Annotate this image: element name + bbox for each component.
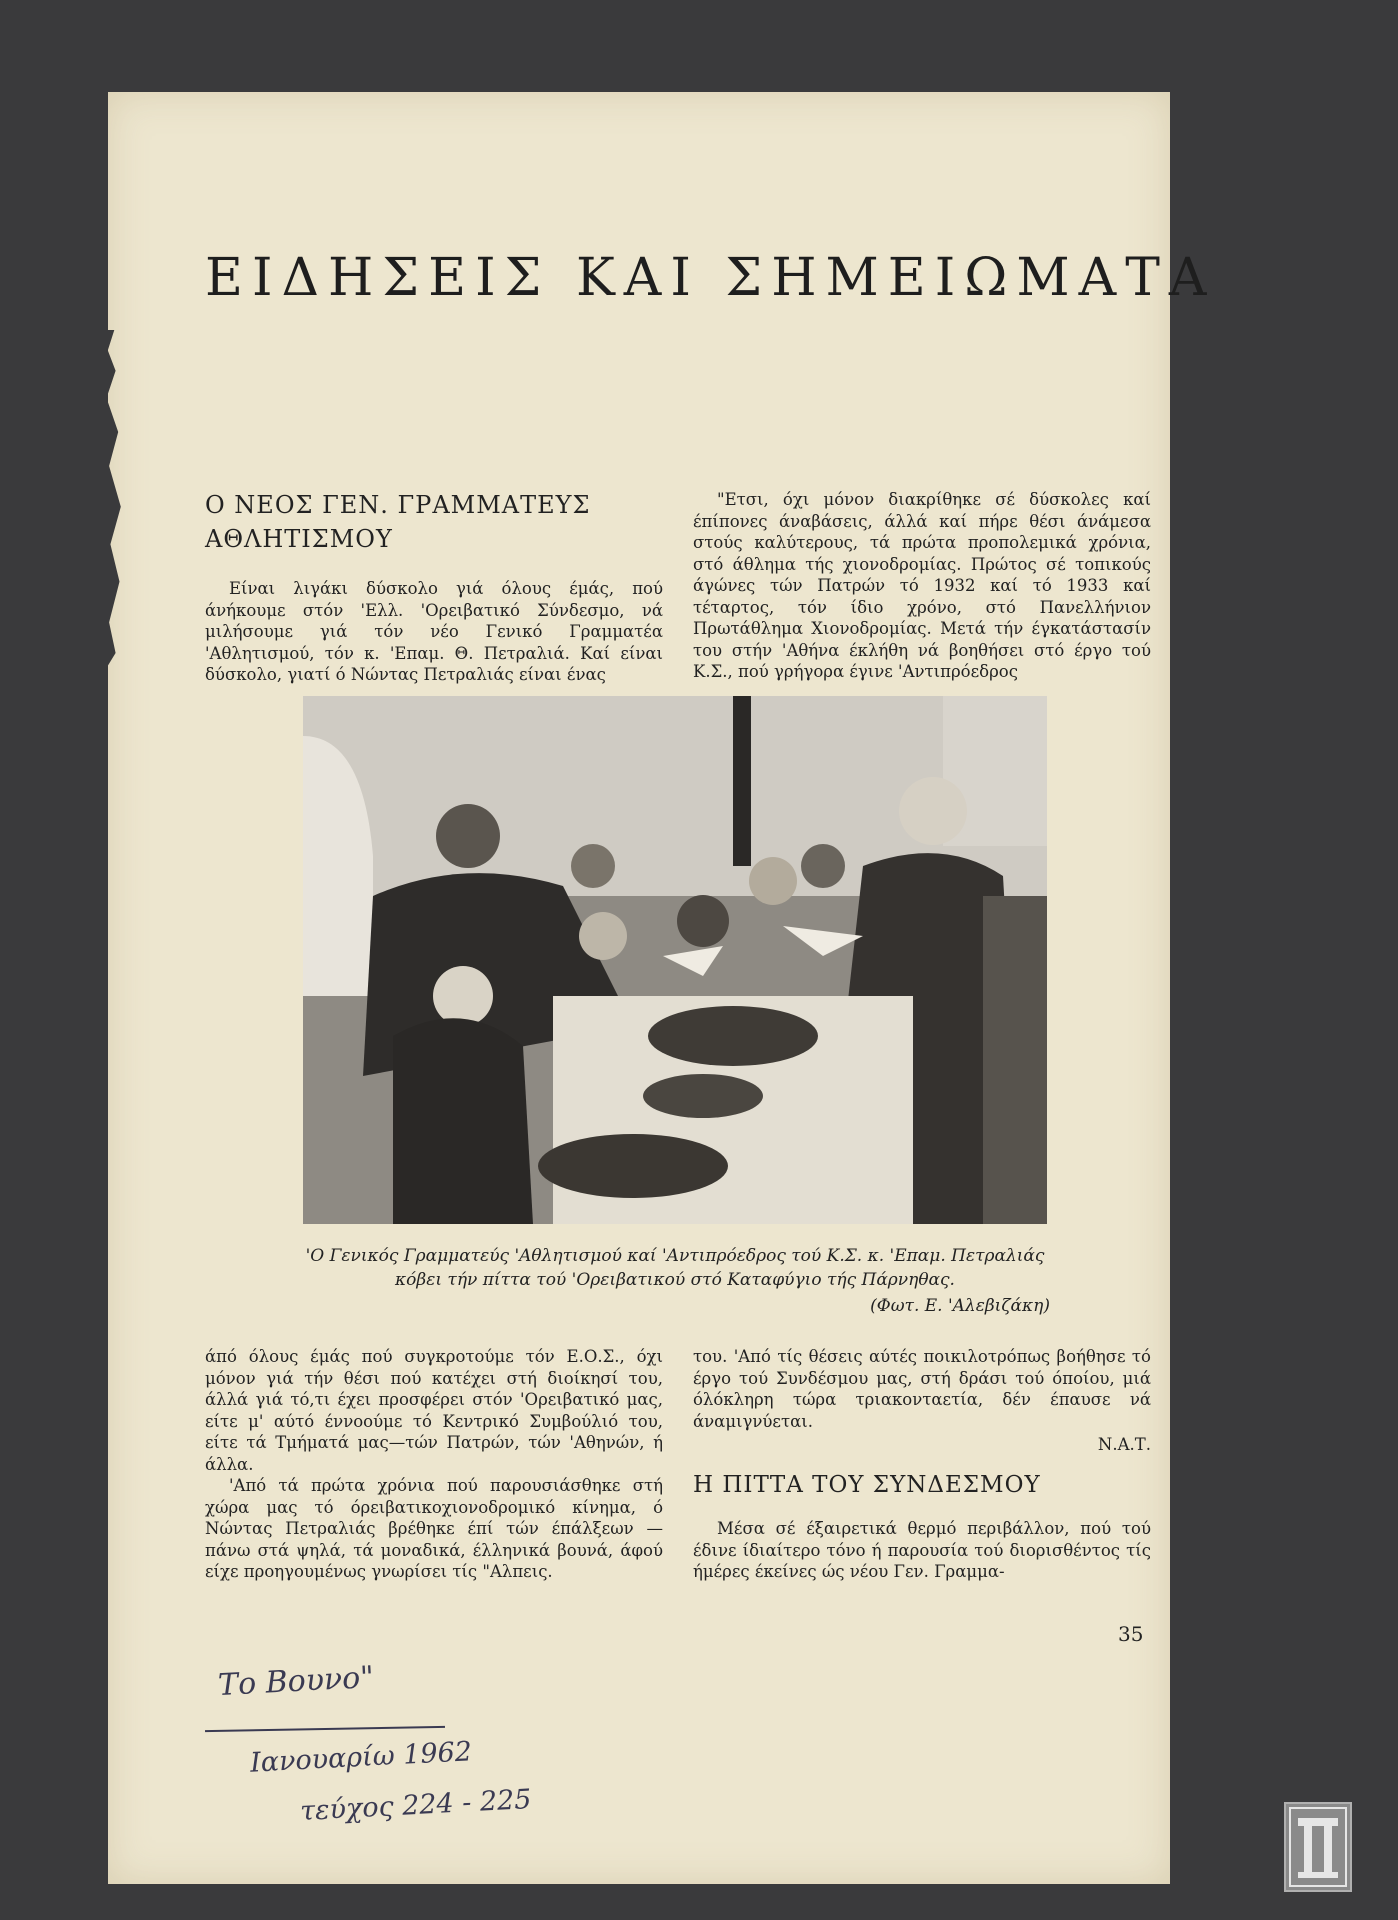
page-number: 35 [1118,1622,1144,1646]
article-title [205,488,590,556]
paragraph: Είναι λιγάκι δύσκολο γιά όλους έμάς, πού άνήκουμε στόν 'Ελλ. 'Ορειβατικό Σύνδεσμο, νά μιλήσουμε γιά τόν νέο Γενικό Γραμματέα 'Αθλητισμού, τόν κ. 'Επαμ. Θ. Πετραλιά. Καί είναι δύσκολο, γιατί ό Νώντας Πετραλιάς είναι ένας [205,579,663,684]
paragraph: 'Από τά πρώτα χρόνια πού παρουσιάσθηκε στή χώρα μας τό όρειβατικοχιονοδρομικό κίνημα, ό Νώντας Πετραλιάς βρέθηκε έπί τών έπάλξεων —πάνω στά ψηλά, τά μοναδικά, έλληνικά βουνά, άφού είχε προηγουμένως γνωρίσει τίς "Αλπεις. [205,1476,663,1581]
article2-column [693,1518,1151,1583]
article-column-left-top [205,578,663,686]
paragraph: Μέσα σέ έξαιρετικά θερμό περιβάλλον, πού τού έδινε ίδιαίτερο τόνο ή παρουσία τού διορισθέντος τίς ήμέρες έκείνες ώς νέου Γεν. Γραμμα- [693,1519,1151,1581]
article-column-left-bottom [205,1346,663,1583]
paragraph: άπό όλους έμάς πού συγκροτούμε τόν Ε.Ο.Σ., όχι μόνον γιά τήν θέσι πού κατέχει στή διοίκησί του, άλλά γιά τό,τι έχει προσφέρει στόν 'Ορειβατικό μας, είτε μ' αύτό έννοούμε τό Κεντρικό Συμβούλιό του, είτε τά Τμήματά μας—τών Πατρών, τών 'Αθηνών, ή άλλα. [205,1347,663,1474]
archive-logo-icon [1286,1804,1350,1890]
handwritten-note-date: Ιανουαρίω 1962 [249,1736,473,1779]
article2-title: Η ΠΙΤΤΑ ΤΟΥ ΣΥΝΔΕΣΜΟΥ [693,1472,1041,1498]
page-masthead: ΕΙΔΗΣΕΙΣ ΚΑΙ ΣΗΜΕΙΩΜΑΤΑ [205,248,1216,308]
article-title-line1: Ο ΝΕΟΣ ΓΕΝ. ΓΡΑΜΜΑΤΕΥΣ [205,491,591,519]
archive-logo [1284,1802,1352,1892]
paragraph: του. 'Από τίς θέσεις αύτές ποικιλοτρόπως βοήθησε τό έργο τού Συνδέσμου μας, στή δράσι τού όποίου, μιά όλόκληρη τώρα τριακονταετία, δέν έπαυσε νά άναμιγνύεται. [693,1347,1151,1431]
handwritten-note-issue: τεύχος 224 - 225 [299,1783,533,1828]
photo-credit: (Φωτ. Ε. 'Αλεβιζάκη) [870,1296,1050,1316]
paragraph: "Ετσι, όχι μόνον διακρίθηκε σέ δύσκολες καί έπίπονες άναβάσεις, άλλά καί πήρε θέσι άνάμεσα στούς καλύτερους, τά πρώτα προπολεμικά χρόνια, στό άθλημα τής χιονοδρομίας. Πρώτος σέ τοπικούς άγώνες τών Πατρών τό 1932 καί τό 1933 καί τέταρτος, τόν ίδιο χρόνο, στό Πανελλήνιον Πρωτάθλημα Χιονοδρομίας. Μετά τήν έγκατάστασίν του στήν 'Αθήνα έκλήθη νά βοηθήσει στό έργο τού Κ.Σ., πού γρήγορα έγινε 'Αντιπρόεδρος [693,490,1151,681]
photo-caption: 'Ο Γενικός Γραμματεύς 'Αθλητισμού καί 'Αντιπρόεδρος τού Κ.Σ. κ. 'Επαμ. Πετραλιάς κόβει τήν πίττα τού 'Ορειβατικού στό Καταφύγιο τής Πάρνηθας. [305,1246,1045,1290]
article-column-right-top [693,489,1151,683]
author-signature: Ν.Α.Τ. [1097,1435,1151,1454]
article-column-right-bottom [693,1346,1151,1456]
photo-illustration [303,696,1047,1224]
article-title-line2: ΑΘΛΗΤΙΣΜΟΥ [205,525,393,553]
handwritten-note-title: Το Βουνο" [217,1659,375,1704]
event-photo [303,696,1047,1224]
